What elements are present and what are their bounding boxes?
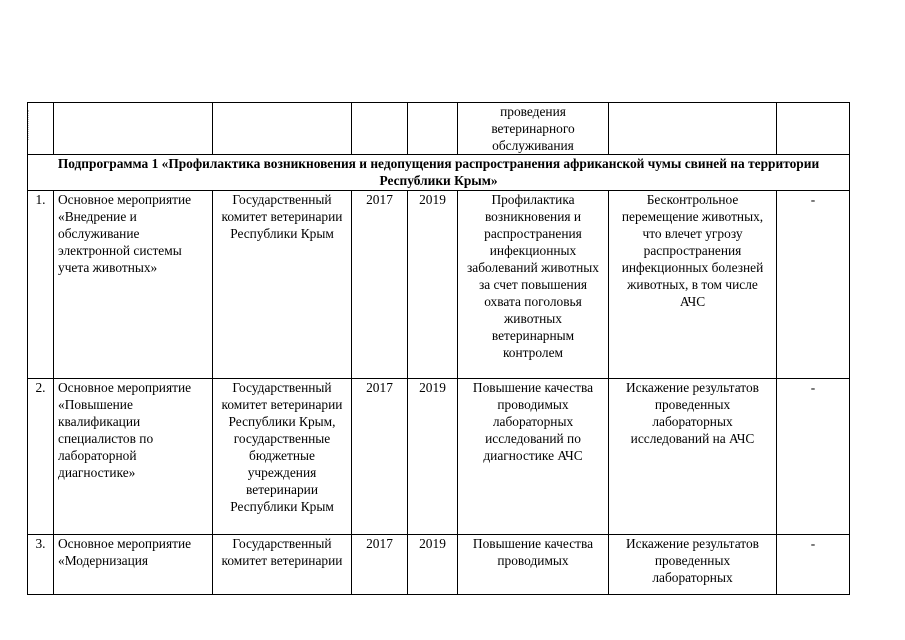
- row-executor: Государственный комитет ветеринарии Республики Крым: [213, 191, 352, 379]
- row-result: Повышение качества проводимых: [458, 535, 609, 595]
- row-consequences: Искажение результатов проведенных лабораторных исследований на АЧС: [609, 379, 777, 535]
- row-executor: Государственный комитет ветеринарии: [213, 535, 352, 595]
- row-end-year: 2019: [408, 191, 458, 379]
- row-consequences: Бесконтрольное перемещение животных, что влечет угрозу распространения инфекционных болезней животных, в том числе АЧС: [609, 191, 777, 379]
- row-result: Профилактика возникновения и распространения инфекционных заболеваний животных за счет повышения охвата поголовья животных ветеринарным контролем: [458, 191, 609, 379]
- row-start-year: 2017: [352, 191, 408, 379]
- row-executor: Государственный комитет ветеринарии Республики Крым, государственные бюджетные учреждения ветеринарии Республики Крым: [213, 379, 352, 535]
- subprogram-row: [28, 155, 850, 191]
- row-indicators: -: [777, 191, 850, 379]
- cell-end: [408, 103, 458, 155]
- cell-activity: [54, 103, 213, 155]
- row-result: Повышение качества проводимых лабораторных исследований по диагностике АЧС: [458, 379, 609, 535]
- table-row: [28, 535, 850, 595]
- row-consequences: Искажение результатов проведенных лабораторных: [609, 535, 777, 595]
- row-number: 1.: [28, 191, 54, 379]
- row-end-year: 2019: [408, 379, 458, 535]
- row-activity: Основное мероприятие «Внедрение и обслуживание электронной системы учета животных»: [54, 191, 213, 379]
- subprogram-title: Подпрограмма 1 «Профилактика возникновения и недопущения распространения африканской чумы свиней на территории Республики Крым»: [28, 155, 850, 191]
- cell-executor: [213, 103, 352, 155]
- row-start-year: 2017: [352, 535, 408, 595]
- row-indicators: -: [777, 535, 850, 595]
- cell-number: [28, 103, 54, 155]
- row-end-year: 2019: [408, 535, 458, 595]
- table-row: [28, 379, 850, 535]
- cell-start: [352, 103, 408, 155]
- row-number: 3.: [28, 535, 54, 595]
- row-activity: Основное мероприятие «Повышение квалификации специалистов по лабораторной диагностике»: [54, 379, 213, 535]
- cell-consequences: [609, 103, 777, 155]
- table-row-continuation: [28, 103, 850, 155]
- program-table: [27, 102, 850, 595]
- table-row: [28, 191, 850, 379]
- cell-result: проведения ветеринарного обслуживания: [458, 103, 609, 155]
- row-activity: Основное мероприятие «Модернизация: [54, 535, 213, 595]
- row-indicators: -: [777, 379, 850, 535]
- row-number: 2.: [28, 379, 54, 535]
- row-start-year: 2017: [352, 379, 408, 535]
- cell-indicators: [777, 103, 850, 155]
